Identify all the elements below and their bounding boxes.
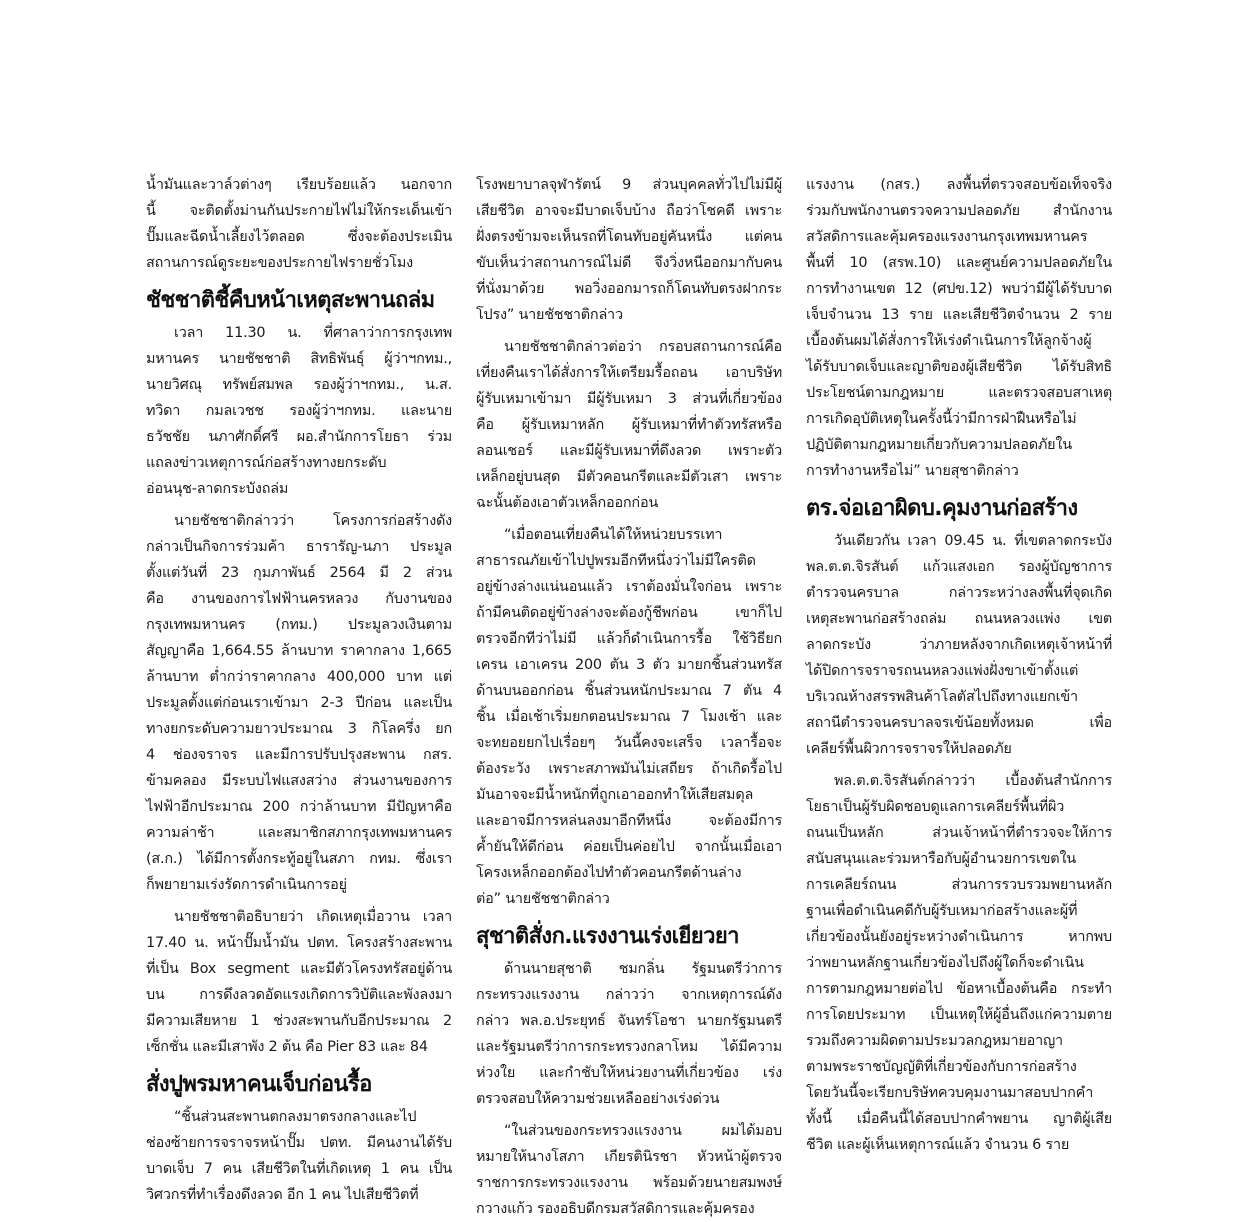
text-line: เหล็กอยู่บนสุด มีตัวคอนกรีตและมีตัวเสา เพราะ bbox=[476, 469, 782, 485]
text-line: สาธารณภัยเข้าไปปูพรมอีกทีหนึ่งว่าไม่มีใครติด bbox=[476, 553, 756, 569]
text-line: ข้ามคลอง มีระบบไฟแสงสว่าง ส่วนงานของการ bbox=[146, 773, 452, 789]
text-line: นายชัชชาติกล่าวต่อว่า กรอบสถานการณ์คือ bbox=[504, 339, 782, 355]
text-line: มหานคร นายชัชชาติ สิทธิพันธุ์ ผู้ว่าฯกทม., bbox=[146, 351, 452, 367]
text-line: ที่นั่งมาด้วย พอวิ่งออกมารถก็โดนทับตรงฝากระ bbox=[476, 281, 782, 297]
text-line: ฐานเพื่อดำเนินคดีกับผู้รับเหมาก่อสร้างและผู้ที่ bbox=[806, 903, 1078, 919]
section-headline: ชัชชาติชี้คืบหน้าเหตุสะพานถล่ม bbox=[146, 288, 435, 313]
text-line: ความล่าช้า และสมาชิกสภากรุงเทพมหานคร bbox=[146, 825, 452, 841]
text-line: ปฏิบัติตามกฎหมายเกี่ยวกับความปลอดภัยใน bbox=[806, 437, 1072, 453]
text-line: การเคลียร์ถนน ส่วนการรวบรวมพยานหลัก bbox=[806, 877, 1112, 893]
text-line: ลอนเชอร์ และมีผู้รับเหมาที่ดึงลวด เพราะตัว bbox=[476, 443, 782, 459]
text-line: กระทรวงแรงงาน กล่าวว่า จากเหตุการณ์ดัง bbox=[476, 987, 782, 1003]
article-paragraph bbox=[806, 528, 1112, 762]
text-line: บน การดึงลวดอัดแรงเกิดการวิบัติและพังลงมา bbox=[146, 987, 452, 1003]
article-paragraph bbox=[146, 1104, 452, 1208]
text-line: รวมถึงความผิดตามประมวลกฎหมายอาญา bbox=[806, 1033, 1063, 1049]
text-line: ตั้งแต่วันที่ 23 กุมภาพันธ์ 2564 มี 2 ส่วน bbox=[146, 565, 452, 581]
text-line: “ชิ้นส่วนสะพานตกลงมาตรงกลางและไป bbox=[174, 1109, 417, 1125]
text-line: ราชการกระทรวงแรงงาน พร้อมด้วยนายสมพงษ์ bbox=[476, 1175, 782, 1191]
text-line: 17.40 น. หน้าปั๊มน้ำมัน ปตท. โครงสร้างสะพาน bbox=[146, 935, 452, 951]
text-line: เหตุสะพานก่อสร้างถล่ม ถนนหลวงแพ่ง เขต bbox=[806, 611, 1112, 627]
text-line: อยู่ข้างล่างแน่นอนแล้ว เราต้องมั่นใจก่อน เพราะ bbox=[476, 579, 782, 595]
article-paragraph bbox=[146, 172, 452, 276]
text-line: ก็พยายามเร่งรัดการดำเนินการอยู่ bbox=[146, 877, 347, 893]
text-line: เกี่ยวข้องนั้นยังอยู่ระหว่างดำเนินการ หากพบ bbox=[806, 929, 1112, 945]
text-line: พล.ต.ต.จิรสันต์กล่าวว่า เบื้องต้นสำนักการ bbox=[834, 773, 1112, 789]
text-line: เวลา 11.30 น. ที่ศาลาว่าการกรุงเทพ bbox=[174, 325, 452, 341]
article-paragraph bbox=[476, 172, 782, 328]
text-line: และรัฐมนตรีว่าการกระทรวงกลาโหม ได้มีความ bbox=[476, 1039, 782, 1055]
article-paragraph bbox=[806, 172, 1112, 484]
article-column-2 bbox=[476, 172, 782, 1217]
text-line: ฉะนั้นต้องเอาตัวเหล็กออกก่อน bbox=[476, 495, 659, 511]
text-line: กล่าว พล.อ.ประยุทธ์ จันทร์โอชา นายกรัฐมนตรี bbox=[476, 1013, 782, 1029]
text-line: การโดยประมาท เป็นเหตุให้ผู้อื่นถึงแก่ความตาย bbox=[806, 1007, 1112, 1023]
article-paragraph bbox=[806, 768, 1112, 1158]
text-line: ที่เป็น Box segment และมีตัวโครงทรัสอยู่ด้าน bbox=[146, 961, 452, 977]
text-line: เบื้องต้นผมได้สั่งการให้เร่งดำเนินการให้ลูกจ้างผู้ bbox=[806, 333, 1092, 349]
text-line: สัญญาคือ 1,664.55 ล้านบาท ราคากลาง 1,665 bbox=[146, 643, 452, 659]
text-line: การเกิดอุบัติเหตุในครั้งนี้ว่ามีการฝ่าฝืนหรือไม่ bbox=[806, 411, 1077, 427]
text-line: กล่าวเป็นกิจการร่วมค้า ธารารัญ-นภา ประมูล bbox=[146, 539, 452, 555]
text-line: ได้ปิดการจราจรถนนหลวงแพ่งฝั่งขาเข้าตั้งแต่ bbox=[806, 663, 1079, 679]
article-column-1 bbox=[146, 172, 452, 1203]
text-line: เที่ยงคืนเราได้สั่งการให้เตรียมรื้อถอน เอาบริษัท bbox=[476, 365, 782, 381]
text-line: ผู้รับเหมาเข้ามา มีผู้รับเหมา 3 ส่วนที่เกี่ยวข้อง bbox=[476, 391, 782, 407]
text-line: นายชัชชาติกล่าวว่า โครงการก่อสร้างดัง bbox=[174, 513, 452, 529]
text-line: “ในส่วนของกระทรวงแรงงาน ผมได้มอบ bbox=[504, 1123, 782, 1139]
text-line: ห่วงใย และกำชับให้หน่วยงานที่เกี่ยวข้อง เร่ง bbox=[476, 1065, 782, 1081]
text-line: ชีวิต และผู้เห็นเหตุการณ์แล้ว จำนวน 6 ราย bbox=[806, 1137, 1070, 1153]
text-line: (ส.ก.) ได้มีการตั้งกระทู้อยู่ในสภา กทม. ซึ่งเรา bbox=[146, 851, 452, 867]
text-line: นายชัชชาติอธิบายว่า เกิดเหตุเมื่อวาน เวลา bbox=[174, 909, 452, 925]
text-line: ด้านบนออกก่อน ชิ้นส่วนหนักประมาณ 7 ตัน 4 bbox=[476, 683, 782, 699]
section-headline: ตร.จ่อเอาผิดบ.คุมงานก่อสร้าง bbox=[806, 496, 1078, 521]
text-line: ตามพระราชบัญญัติที่เกี่ยวข้องกับการก่อสร้าง bbox=[806, 1059, 1077, 1075]
article-paragraph bbox=[146, 508, 452, 898]
text-line: ต่อ” นายชัชชาติกล่าว bbox=[476, 891, 610, 907]
text-line: ช่องซ้ายการจราจรหน้าปั๊ม ปตท. มีคนงานได้รับ bbox=[146, 1135, 452, 1151]
text-line: ชิ้น เมื่อเช้าเริ่มยกตอนประมาณ 7 โมงเช้า และ bbox=[476, 709, 782, 725]
text-line: ทางยกระดับความยาวประมาณ 3 กิโลครึ่ง ยก bbox=[146, 721, 452, 737]
text-line: ว่าพยานหลักฐานเกี่ยวข้องไปถึงผู้ใดก็จะดำเนิน bbox=[806, 955, 1084, 971]
text-line: ด้านนายสุชาติ ชมกลิ่น รัฐมนตรีว่าการ bbox=[504, 961, 782, 977]
text-line: นายวิศณุ ทรัพย์สมพล รองผู้ว่าฯกทม., น.ส. bbox=[146, 377, 452, 393]
text-line: ค้ำยันให้ดีก่อน ค่อยเป็นค่อยไป จากนั้นเมื่อเอา bbox=[476, 839, 782, 855]
text-line: นี้ จะติดตั้งม่านกันประกายไฟไม่ให้กระเด็นเข้า bbox=[146, 203, 452, 219]
text-line: สนับสนุนและร่วมหารือกับผู้อำนวยการเขตใน bbox=[806, 851, 1076, 867]
text-line: ธวัชชัย นภาศักดิ์ศรี ผอ.สำนักการโยธา ร่วม bbox=[146, 429, 452, 445]
text-line: โดยวันนี้จะเรียกบริษัทควบคุมงานมาสอบปากคำ bbox=[806, 1085, 1094, 1101]
text-line: พื้นที่ 10 (สรพ.10) และศูนย์ความปลอดภัยใน bbox=[806, 255, 1112, 271]
text-line: ถ้ามีคนติดอยู่ข้างล่างจะต้องกู้ชีพก่อน เขาก็ไป bbox=[476, 605, 782, 621]
text-line: เสียชีวิต อาจจะมีบาดเจ็บบ้าง ถือว่าโชคดี เพราะ bbox=[476, 203, 782, 219]
text-line: วิศวกรที่ทำเรื่องดึงลวด อีก 1 คน ไปเสียชีวิตที่ bbox=[146, 1187, 419, 1203]
article-paragraph bbox=[476, 956, 782, 1112]
text-line: ประมูลตั้งแต่ก่อนเราเข้ามา 2-3 ปีก่อน และเป็น bbox=[146, 695, 452, 711]
section-headline: สุชาติสั่งก.แรงงานเร่งเยียวยา bbox=[476, 924, 739, 949]
text-line: หมายให้นางโสภา เกียรตินิรชา หัวหน้าผู้ตรวจ bbox=[476, 1149, 782, 1165]
text-line: ล้านบาท ต่ำกว่าราคากลาง 400,000 บาท แต่ bbox=[146, 669, 452, 685]
text-line: ทั้งนี้ เมื่อคืนนี้ได้สอบปากคำพยาน ญาติผู้เสีย bbox=[806, 1111, 1112, 1127]
article-paragraph bbox=[476, 334, 782, 516]
text-line: คือ งานของการไฟฟ้านครหลวง กับงานของ bbox=[146, 591, 452, 607]
text-line: โยธาเป็นผู้รับผิดชอบดูแลการเคลียร์พื้นที่ผิว bbox=[806, 799, 1065, 815]
article-paragraph bbox=[476, 522, 782, 912]
text-line: สวัสดิการและคุ้มครองแรงงานกรุงเทพมหานคร bbox=[806, 229, 1088, 245]
text-line: ขับเห็นว่าสถานการณ์ไม่ดี จึงวิ่งหนีออกมากับคน bbox=[476, 255, 782, 271]
text-line: ลาดกระบัง ว่าภายหลังจากเกิดเหตุเจ้าหน้าที่ bbox=[806, 637, 1112, 653]
text-line: มีความเสียหาย 1 ช่วงสะพานกับอีกประมาณ 2 bbox=[146, 1013, 452, 1029]
text-line: เจ็บจำนวน 13 ราย และเสียชีวิตจำนวน 2 ราย bbox=[806, 307, 1112, 323]
text-line: โปรง” นายชัชชาติกล่าว bbox=[476, 307, 623, 323]
text-line: และอาจมีการหล่นลงมาอีกทีหนึ่ง จะต้องมีการ bbox=[476, 813, 782, 829]
text-line: พล.ต.ต.จิรสันต์ แก้วแสงเอก รองผู้บัญชาการ bbox=[806, 559, 1112, 575]
text-line: ถนนเป็นหลัก ส่วนเจ้าหน้าที่ตำรวจจะให้การ bbox=[806, 825, 1112, 841]
text-line: กวางแก้ว รองอธิบดีกรมสวัสดิการและคุ้มครอง bbox=[476, 1201, 755, 1217]
text-line: มันอาจจะมีน้ำหนักที่ถูกเอาออกทำให้เสียสมดุล bbox=[476, 787, 754, 803]
article-paragraph bbox=[146, 904, 452, 1060]
text-line: โครงเหล็กออกต้องไปทำตัวคอนกรีตด้านล่าง bbox=[476, 865, 742, 881]
text-line: แถลงข่าวเหตุการณ์ก่อสร้างทางยกระดับ bbox=[146, 455, 387, 471]
article-paragraph bbox=[146, 320, 452, 502]
article-column-3 bbox=[806, 172, 1112, 1200]
text-line: ฝั่งตรงข้ามจะเห็นรถที่โดนทับอยู่คันหนึ่ง แต่คน bbox=[476, 229, 782, 245]
text-line: ทวิดา กมลเวชช รองผู้ว่าฯกทม. และนาย bbox=[146, 403, 452, 419]
text-line: คือ ผู้รับเหมาหลัก ผู้รับเหมาที่ทำตัวทรัสหรือ bbox=[476, 417, 782, 433]
text-line: วันเดียวกัน เวลา 09.45 น. ที่เขตลาดกระบัง bbox=[834, 533, 1112, 549]
text-line: น้ำมันและวาล์วต่างๆ เรียบร้อยแล้ว นอกจาก bbox=[146, 177, 452, 193]
text-line: ร่วมกับพนักงานตรวจความปลอดภัย สำนักงาน bbox=[806, 203, 1112, 219]
text-line: สถานีตำรวจนครบาลจรเข้น้อยทั้งหมด เพื่อ bbox=[806, 715, 1112, 731]
text-line: บริเวณห้างสรรพสินค้าโลตัสไปถึงทางแยกเข้า bbox=[806, 689, 1078, 705]
text-line: ไฟฟ้าอีกประมาณ 200 กว่าล้านบาท มีปัญหาคือ bbox=[146, 799, 452, 815]
text-line: โรงพยาบาลจุฬารัตน์ 9 ส่วนบุคคลทั่วไปไม่มีผู้ bbox=[476, 177, 782, 193]
text-line: จะทยอยยกไปเรื่อยๆ วันนี้คงจะเสร็จ เวลารื้อจะ bbox=[476, 735, 782, 751]
text-line: การทำงานเขต 12 (ศปข.12) พบว่ามีผู้ได้รับบาด bbox=[806, 281, 1112, 297]
text-line: เคลียร์พื้นผิวการจราจรให้ปลอดภัย bbox=[806, 741, 1012, 757]
text-line: บาดเจ็บ 7 คน เสียชีวิตในที่เกิดเหตุ 1 คน เป็น bbox=[146, 1161, 452, 1177]
section-headline: สั่งปูพรมหาคนเจ็บก่อนรื้อ bbox=[146, 1072, 372, 1097]
text-line: “เมื่อตอนเที่ยงคืนได้ให้หน่วยบรรเทา bbox=[504, 527, 723, 543]
text-line: แรงงาน (กสร.) ลงพื้นที่ตรวจสอบข้อเท็จจริง bbox=[806, 177, 1112, 193]
text-line: ต้องระวัง เพราะสภาพมันไม่เสถียร ถ้าเกิดรื้อไป bbox=[476, 761, 782, 777]
text-line: ตรวจอีกทีว่าไม่มี แล้วก็ดำเนินการรื้อ ใช้วิธียก bbox=[476, 631, 782, 647]
text-line: อ่อนนุช-ลาดกระบังถล่ม bbox=[146, 481, 289, 497]
text-line: เซ็กชั่น และมีเสาพัง 2 ต้น คือ Pier 83 และ 84 bbox=[146, 1039, 428, 1055]
text-line: สถานการณ์ดูระยะของประกายไฟรายชั่วโมง bbox=[146, 255, 413, 271]
text-line: ประโยชน์ตามกฎหมาย และตรวจสอบสาเหตุ bbox=[806, 385, 1112, 401]
text-line: การทำงานหรือไม่” นายสุชาติกล่าว bbox=[806, 463, 1019, 479]
text-line: ได้รับบาดเจ็บและญาติของผู้เสียชีวิต ได้รับสิทธิ bbox=[806, 359, 1112, 375]
text-line: เครน เอาเครน 200 ตัน 3 ตัว มายกชิ้นส่วนทรัส bbox=[476, 657, 782, 673]
article-paragraph bbox=[476, 1118, 782, 1222]
text-line: 4 ช่องจราจร และมีการปรับปรุงสะพาน กสร. bbox=[146, 747, 452, 763]
text-line: กรุงเทพมหานคร (กทม.) ประมูลวงเงินตาม bbox=[146, 617, 452, 633]
text-line: ตำรวจนครบาล กล่าวระหว่างลงพื้นที่จุดเกิด bbox=[806, 585, 1112, 601]
text-line: การตามกฎหมายต่อไป ข้อหาเบื้องต้นคือ กระทำ bbox=[806, 981, 1112, 997]
text-line: ตรวจสอบให้ความช่วยเหลืออย่างเร่งด่วน bbox=[476, 1091, 720, 1107]
text-line: ปั๊มและฉีดน้ำเลี้ยงไว้ตลอด ซึ่งจะต้องประเมิน bbox=[146, 229, 452, 245]
